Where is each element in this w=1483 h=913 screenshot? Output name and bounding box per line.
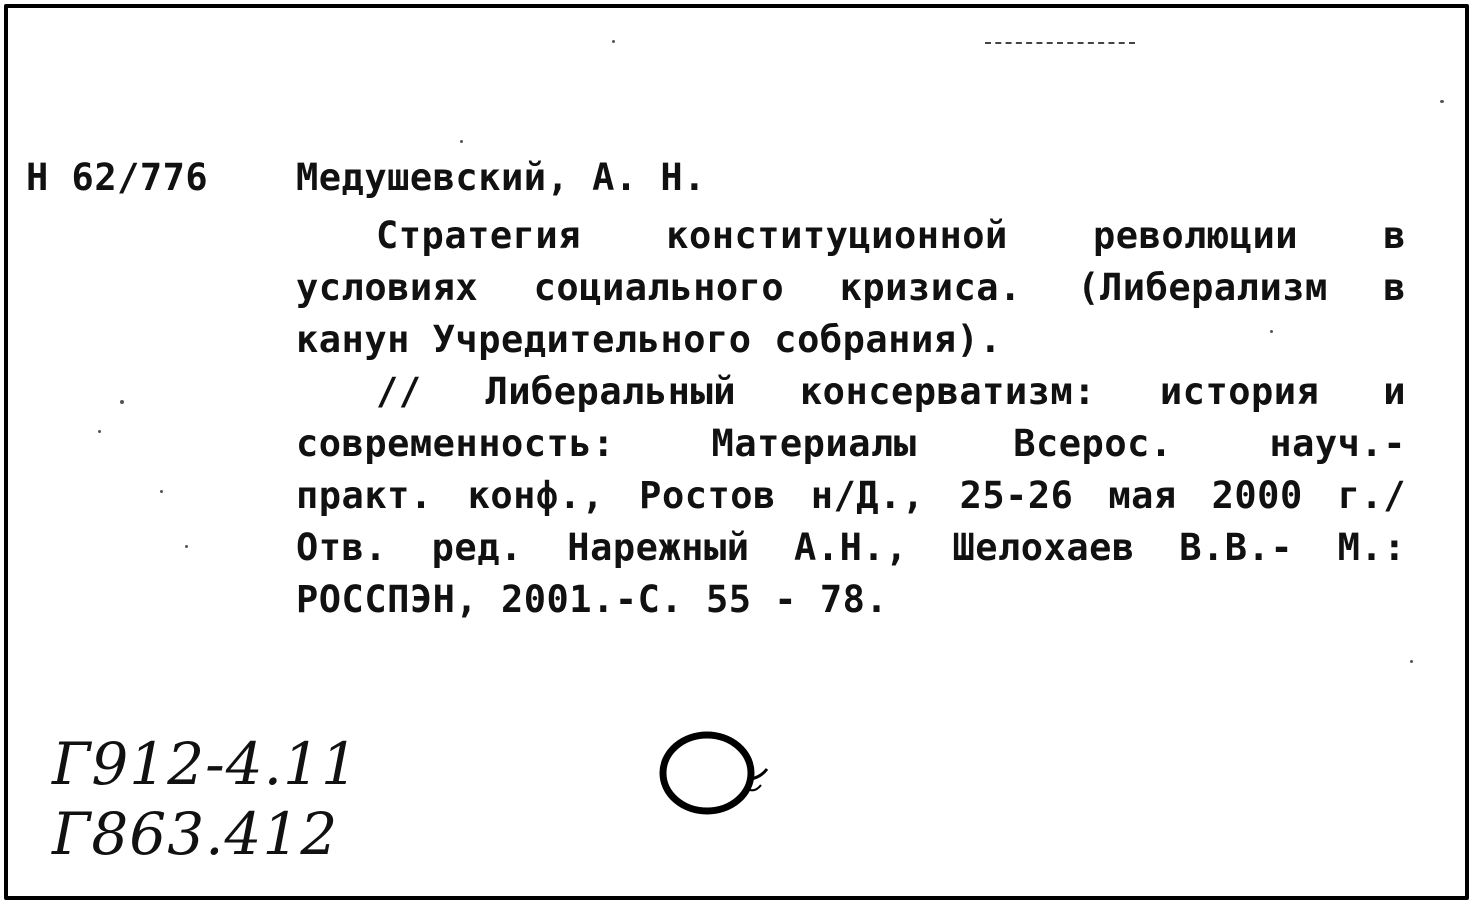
description-line-5: современность: Материалы Всерос. науч.- — [296, 422, 1406, 465]
scan-speck — [612, 40, 615, 43]
description-line-3: канун Учредительного собрания). — [296, 318, 1003, 361]
shelfmark: Н 62/776 — [26, 156, 209, 199]
scan-speck — [120, 400, 124, 404]
scan-speck — [1440, 100, 1444, 103]
description-line-4: // Либеральный консерватизм: история и — [376, 370, 1406, 413]
punch-hole-icon — [655, 727, 775, 822]
scan-artifact-line — [985, 42, 1135, 44]
scan-speck — [160, 490, 163, 493]
author: Медушевский, А. Н. — [296, 156, 706, 199]
handwritten-code-1: Г912-4.11 — [52, 730, 359, 798]
bibliographic-description — [296, 210, 1406, 626]
scan-speck — [98, 430, 101, 433]
description-line-8: РОССПЭН, 2001.-С. 55 - 78. — [296, 578, 889, 621]
description-line-6: практ. конф., Ростов н/Д., 25-26 мая 2000 г./ — [296, 474, 1406, 517]
scan-speck — [1270, 330, 1273, 333]
description-line-7: Отв. ред. Нарежный А.Н., Шелохаев В.В.- М.: — [296, 526, 1406, 569]
description-line-1: Стратегия конституционной революции в — [376, 214, 1406, 257]
handwritten-code-2: Г863.412 — [52, 800, 339, 868]
scan-speck — [1410, 660, 1413, 663]
scan-speck — [460, 140, 463, 143]
description-line-2: условиях социального кризиса. (Либерализм в — [296, 266, 1406, 309]
scan-speck — [185, 545, 188, 548]
